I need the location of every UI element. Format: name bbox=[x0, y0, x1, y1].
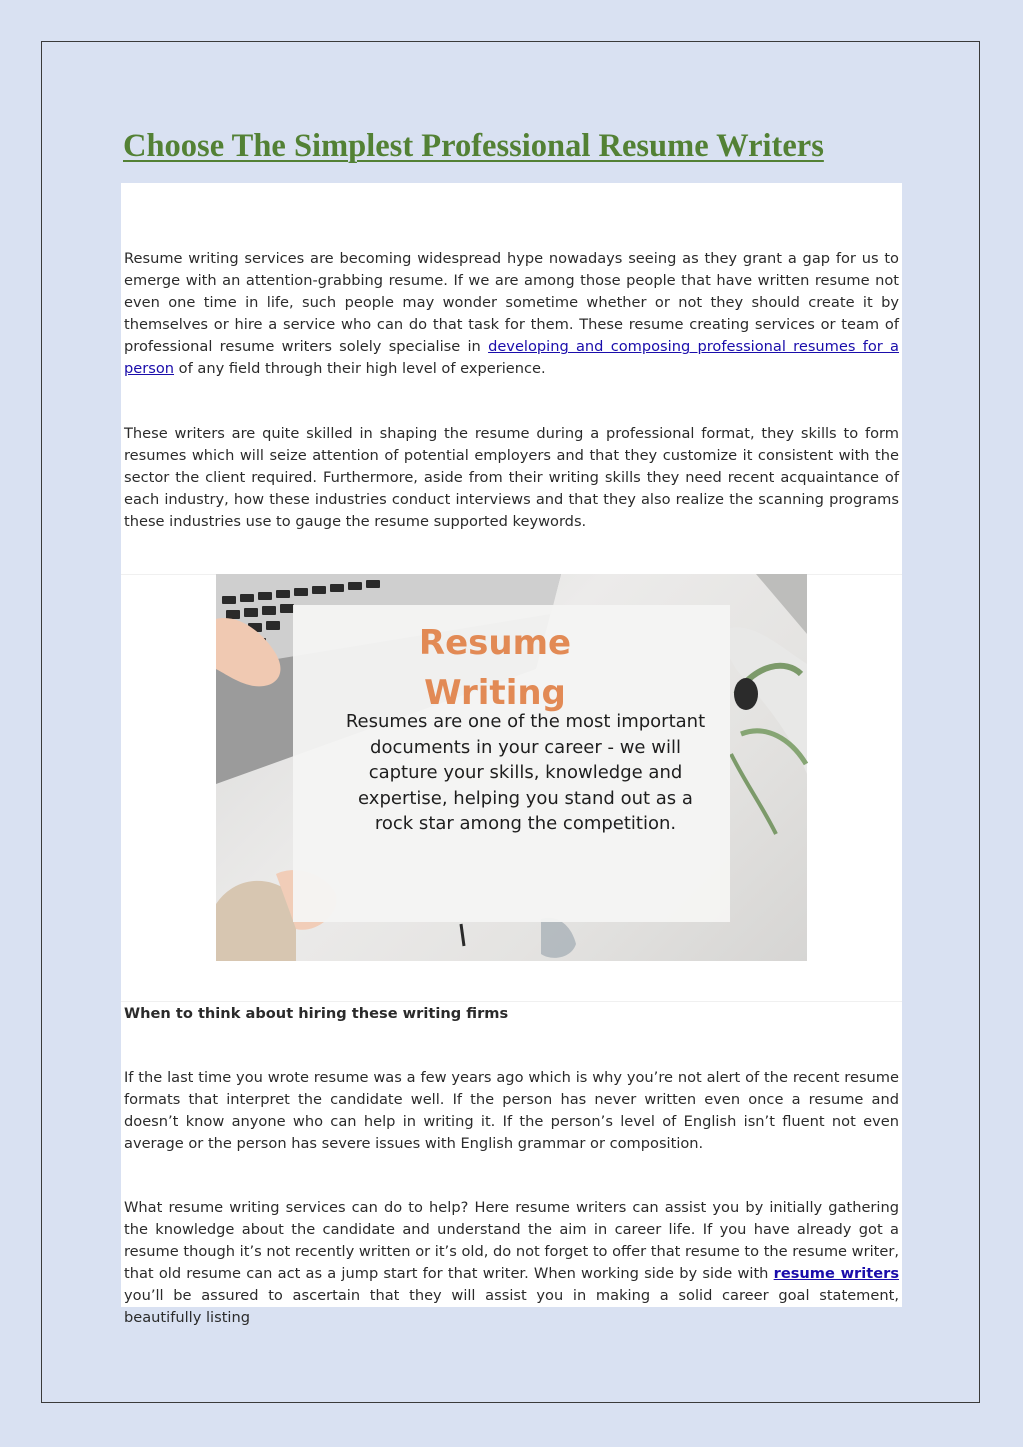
image-heading-line1: Resume bbox=[418, 623, 572, 663]
intro-text-end: of any field through their high level of experience. bbox=[174, 360, 546, 378]
how-writers-help-paragraph bbox=[124, 1197, 899, 1330]
content-area bbox=[121, 183, 902, 1327]
resume-writing-image bbox=[216, 574, 807, 961]
image-body-text: Resumes are one of the most important documents in your career - we will capture your skills, knowledge and expertise, helping you stand out as a rock star among the competition. bbox=[345, 711, 706, 834]
intro-paragraph bbox=[124, 248, 899, 381]
page-title: Choose The Simplest Professional Resume Writers bbox=[123, 128, 824, 164]
section-subheading: When to think about hiring these writing firms bbox=[124, 1005, 509, 1022]
when-to-hire-paragraph: If the last time you wrote resume was a few years ago which is why you’re not alert of the recent resume formats that interpret the candidate well. If the person has never written even once a resume and doesn’t know anyone who can help in writing it. If the person’s level of English isn’t fluent not even average or the person has severe issues with English grammar or composition. bbox=[124, 1069, 899, 1153]
divider bbox=[121, 1001, 902, 1002]
writers-skills-paragraph: These writers are quite skilled in shaping the resume during a professional format, they skills to form resumes which will seize attention of potential employers and that they customize it consistent with the sector the client required. Furthermore, aside from their writing skills they need recent acquaintance of each industry, how these industries conduct interviews and that they also realize the scanning programs these industries use to gauge the resume supported keywords. bbox=[124, 425, 899, 531]
help-text: What resume writing services can do to help? Here resume writers can assist you by initially gathering the knowledge about the candidate and understand the aim in career life. If you have already got a resume though it’s not recently written or it’s old, do not forget to offer that resume to the resume writer, that old resume can act as a jump start for that writer. When working side by side with bbox=[124, 1199, 899, 1283]
image-heading-line2: Writing bbox=[424, 673, 566, 713]
professional-resumes-link[interactable]: developing and composing professional resumes for a person bbox=[124, 338, 899, 378]
help-text-end: you’ll be assured to ascertain that they will assist you in making a solid career goal statement, beautifully listing bbox=[124, 1287, 899, 1327]
resume-writers-link[interactable]: resume writers bbox=[773, 1265, 900, 1283]
intro-text: Resume writing services are becoming widespread hype nowadays seeing as they grant a gap for us to emerge with an attention-grabbing resume. If we are among those people that have written resume not even one time in life, such people may wonder sometime whether or not they should create it by themselves or hire a service who can do that task for them. These resume creating services or team of professional resume writers solely specialise in bbox=[124, 250, 899, 356]
